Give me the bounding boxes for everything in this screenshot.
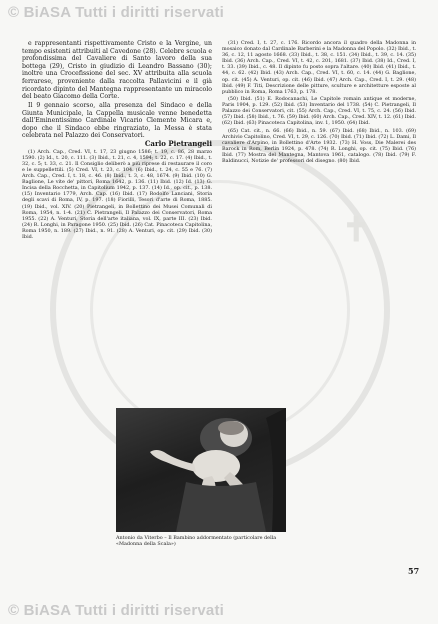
dark-edge [266, 408, 286, 532]
child-hair [218, 421, 244, 435]
left-column [22, 40, 212, 241]
sleeping-child-illustration [116, 408, 286, 532]
footnotes-right-c: (65) Cat. cit., n. 66. (66) Ibid., n. 59. (67) Ibid. (68) Ibid., n. 103. (69) Archivio Capitolino, Cred. VI, t. 29, c. 126. (70) Ibid. (71) Ibid. (72) L. Dami, Il cavaliere d'Arpino, in Bollettino d'Arte 1932. (73) H. Voss, Die Malerei des Barock in Rom, Berlin 1924, p. 478. (74) R. Longhi, op. cit. (75) Ibid. (76) Ibid. (77) Mostra del Mantegna, Mantova 1961, catalogo. (78) Ibid. (79) F. Baldinucci, Notizie de' professori del disegno. (80) Ibid. [222, 127, 416, 165]
right-column [222, 40, 416, 165]
watermark-bottom: © BiASA Tutti i diritti riservati [8, 602, 225, 619]
painting-photo [116, 408, 286, 532]
author-signature: Carlo Pietrangeli [144, 139, 212, 149]
figure-caption: Antonio da Viterbo – Il Bambino addormentato (particolare della «Madonna della Scala») [116, 535, 277, 547]
page-number: 57 [408, 566, 420, 576]
footnotes-right-b: (50) Ibid. (51) E. Rodocanachi, Le Capitole romain antique et moderne, Paris 1904, p. 129. (52) Ibid. (53) Inventario del 1738. (54) C. Pietrangeli, Il Palazzo dei Conservatori, cit. (55) Arch. Cap., Cred. VI, t. 75, c. 24. (56) Ibid. (57) Ibid. (58) Ibid., t. 76. (59) Ibid. (60) Arch. Cap., Cred. XIV, t. 12. (61) Ibid. (62) Ibid. (63) Pinacoteca Capitolina, inv. 1, 1950. (64) Ibid. [222, 96, 416, 127]
watermark-top: © BiASA Tutti i diritti riservati [8, 4, 225, 21]
drapery-fold [176, 482, 266, 532]
article-closing: Il 9 gennaio scorso, alla presenza del Sindaco e della Giunta Municipale, la Cappella musicale venne benedetta dall'Eminentissimo Cardinale Vicario Clemente Micara e, dopo che il Sindaco ebbe ringraziato, la Messa è stata celebrata nel Palazzo dei Conservatori. [22, 101, 212, 140]
footnotes-right-a: (31) Cred. I, t. 27, c. 176. Ricordo ancora il quadro della Madonna in mosaico donato dal Cardinale Barberini e la Madonna del Popolo. (32) Ibid., t. 36, c. 12, 11 agosto 1668. (33) Ibid., t. 38, c. 151. (34) Ibid., t. 39, c. 14. (35) Ibid. (36) Arch. Cap., Cred. VI, t. 42, c. 201, 1681. (37) Ibid. (38) Id., Cred. I, t. 33. (39) Ibid., c. 48. Il dipinto fu posto sopra l'altare. (40) Ibid. (41) Ibid., t. 44, c. 62. (42) Ibid. (43) Arch. Cap., Cred. VI, t. 60, c. 14. (44) G. Baglione, op. cit. (45) A. Venturi, op. cit. (46) Ibid. (47) Arch. Cap., Cred. I, t. 29. (48) Ibid. (49) F. Titi, Descrizione delle pitture, sculture e architetture esposte al pubblico in Roma, Roma 1763, p. 178. [222, 40, 416, 95]
child-arm [150, 450, 196, 472]
article-body: e rappresentanti rispettivamente Cristo e la Vergine, un tempo esistenti attribuiti al Cavedone (28). Celebre scuola e profondissima del Cavaliere di Santo lavoro della sua bottega (29), Cristo in giudizio di Leandro Bassano (30); inoltre una Crocefissione del sec. XV attribuita alla scuola ferrarese, proveniente dalla raccolta Pallavicini e il già ricordato dipinto del Mantegna rappresentante un miracolo del beato Giacomo della Corte. [22, 40, 212, 101]
footnotes-left: (1) Arch. Cap., Cred. VI, t. 17, 23 giugno 1586; t. 19, c. 86, 28 marzo 1590. (2) Id., t. 20, c. 111. (3) Ibid., t. 21, c. 4, 1594; t. 22, c. 17. (4) Ibid., t. 32, c. 5; t. 33, c. 21. Il Consiglio deliberò a più riprese di restaurare il coro e le suppellettili. (5) Cred. VI, t. 23, c. 104. (6) Ibid., t. 24, c. 55 e 76. (7) Arch. Cap., Cred. I, t. 18, c. 46. (8) Ibid., t. 3, c. 48, 1674. (9) Ibid. (10) G. Baglione, Le vite de' pittori, Roma 1642, p. 136. (11) Ibid. (12) Id. (13) G. Incisa della Rocchetta, in Capitolium 1942, p. 137. (14) Id., op. cit., p. 138. (15) Inventario 1779, Arch. Cap. (16) Ibid. (17) Rodolfo Lanciani, Storia degli scavi di Roma, IV, p. 197. (18) Fiorilli, Tesori d'arte di Roma, 1885. (19) Ibid., vol. XIV. (20) Pietrangeli, in Bollettino dei Musei Comunali di Roma, 1954, n. 1-4. (21) C. Pietrangeli, Il Palazzo dei Conservatori, Roma 1955. (22) A. Venturi, Storia dell'arte italiana, vol. IX, parte III. (23) Ibid. (24) R. Longhi, in Paragone 1950. (25) Ibid. (26) Cat. Pinacoteca Capitolina, Roma 1950, n. 189. (27) Ibid., n. 91. (28) A. Venturi, op. cit. (29) Ibid. (30) Ibid. [22, 148, 212, 240]
seal-letter-decoration: ✝ [342, 212, 371, 249]
